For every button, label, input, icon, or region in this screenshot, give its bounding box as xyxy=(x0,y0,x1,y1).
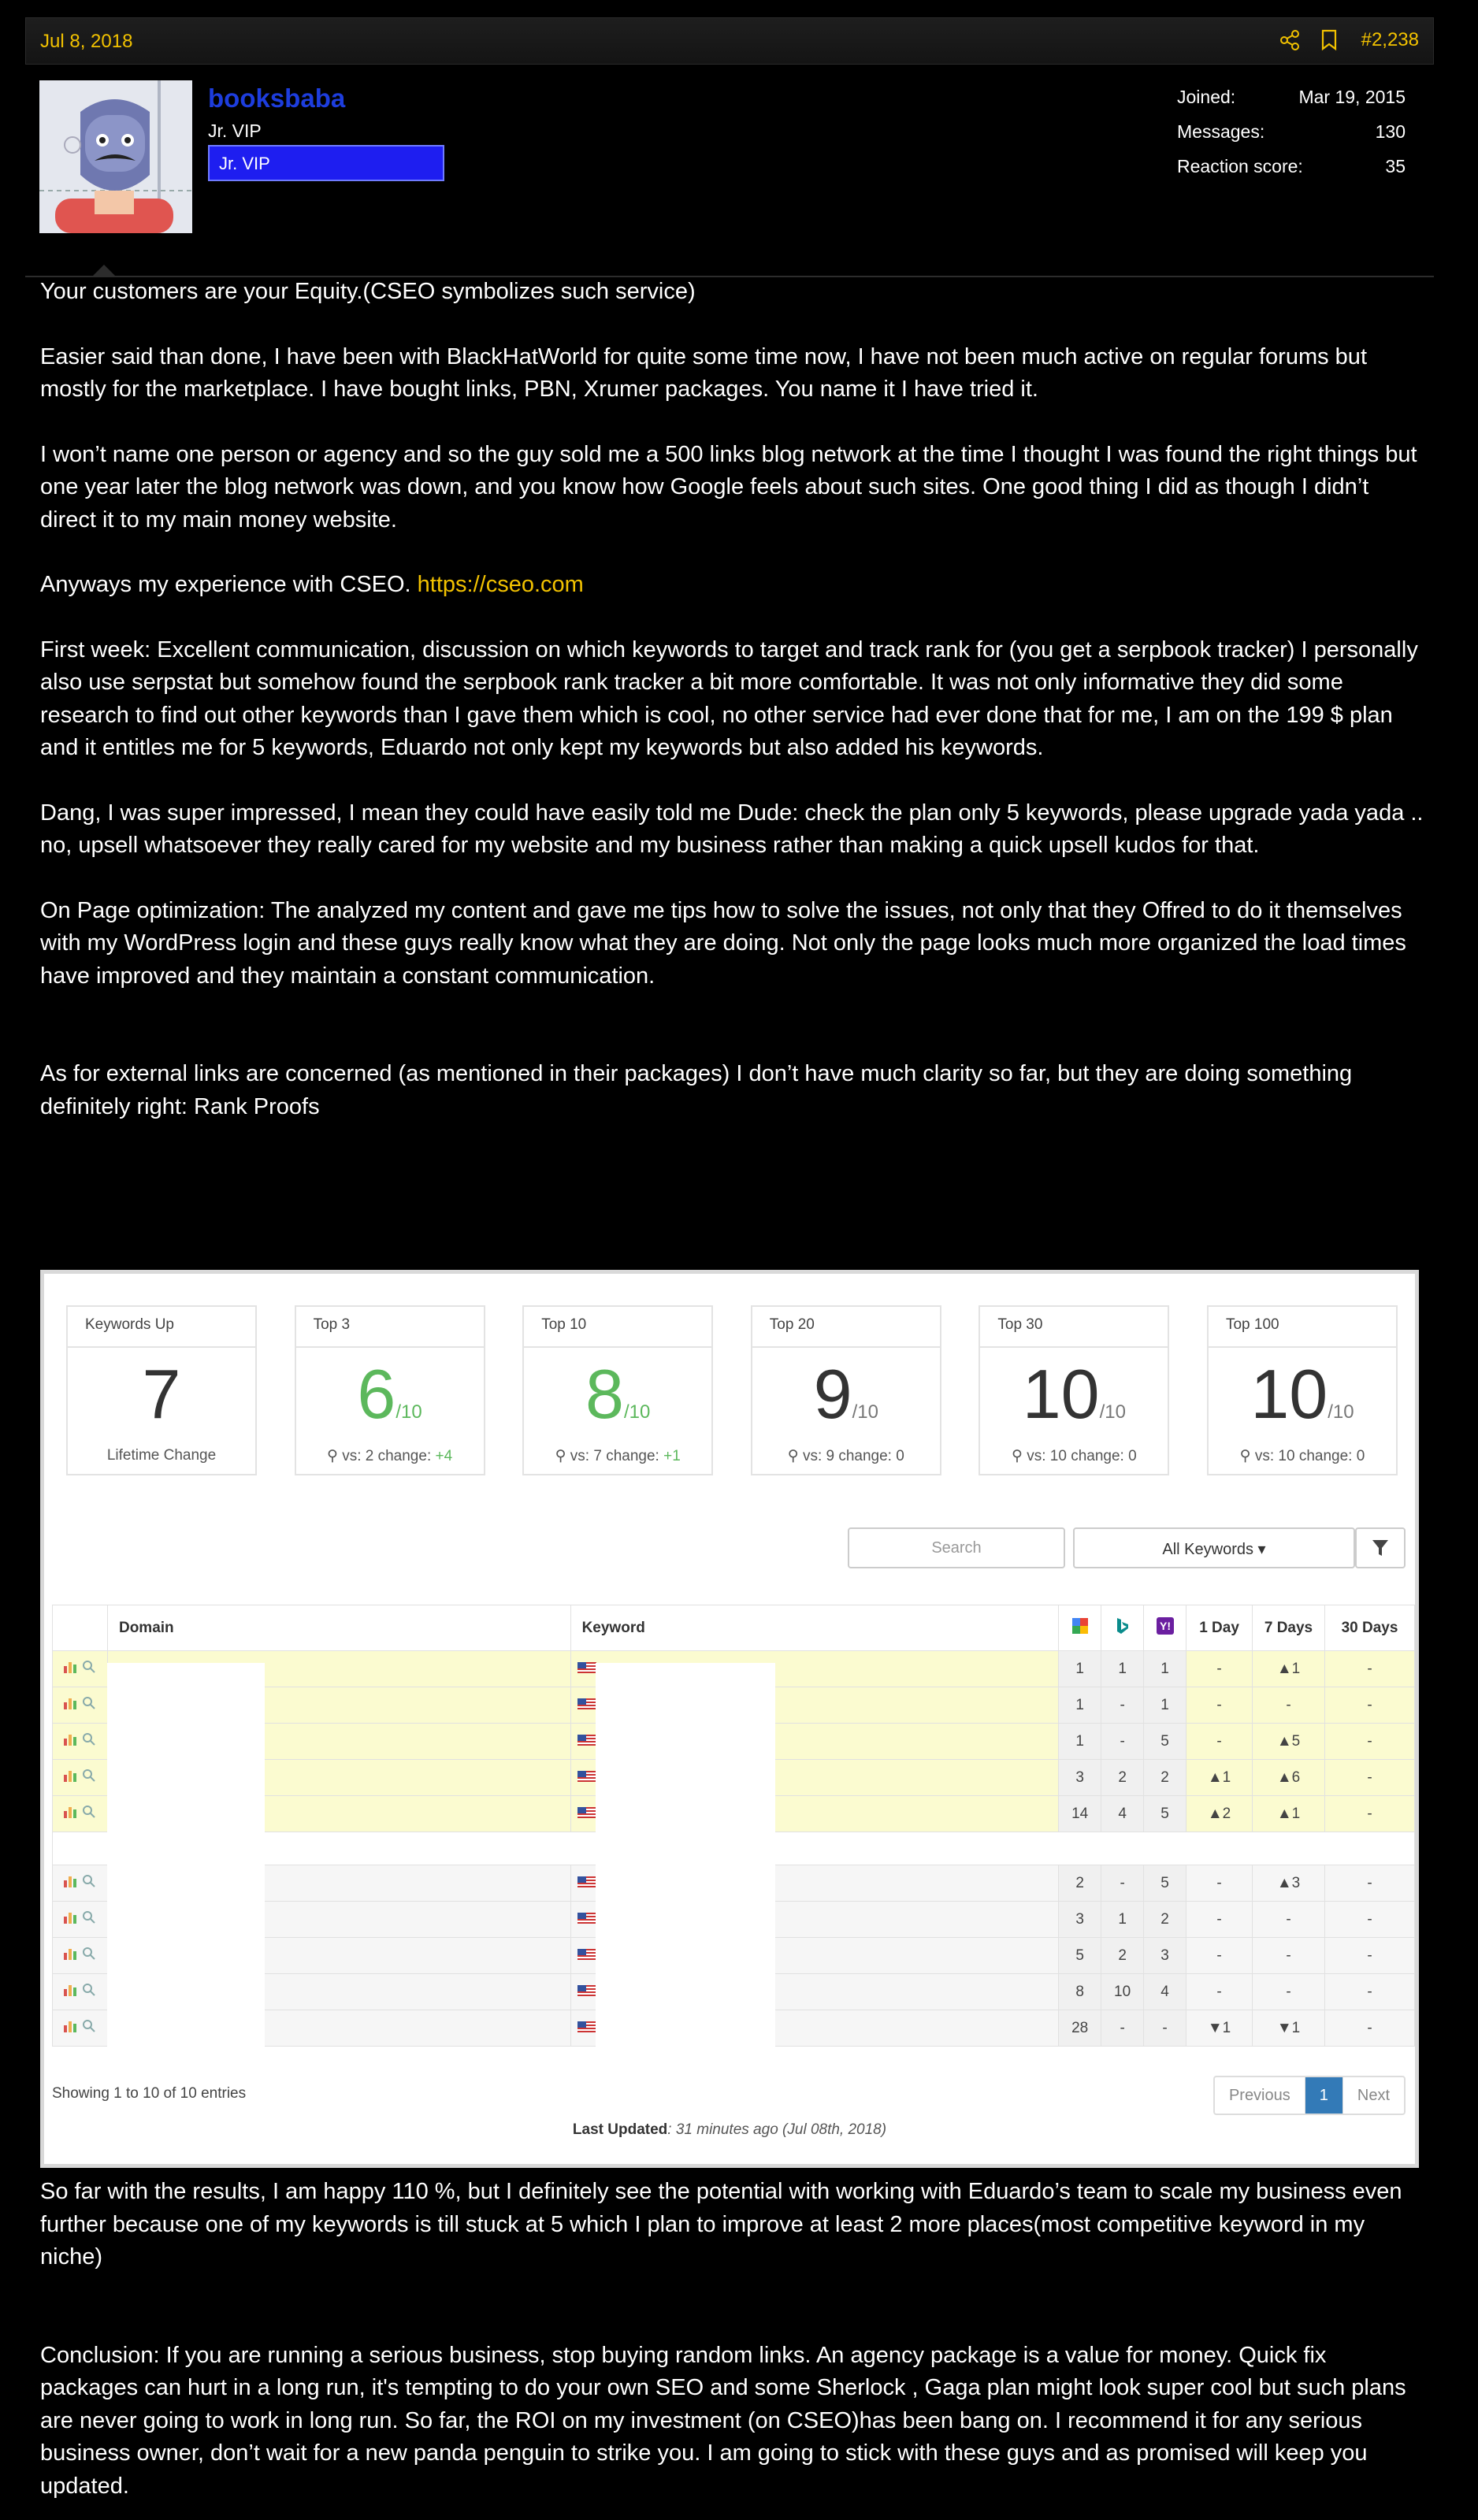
column-keyword[interactable]: Keyword xyxy=(570,1605,1059,1651)
paragraph: As for external links are concerned (as mentioned in their packages) I don’t have much clarity so far, but they are doing something definitely right: Rank Proofs xyxy=(40,1061,1353,1119)
search-icon[interactable] xyxy=(82,2019,96,2033)
search-icon: ⚲ xyxy=(787,1448,803,1464)
google-rank: 1 xyxy=(1059,1651,1101,1687)
bar-chart-icon[interactable] xyxy=(63,1983,79,1997)
bar-chart-icon[interactable] xyxy=(63,1696,79,1710)
yahoo-rank: 5 xyxy=(1144,1724,1186,1760)
stat-card xyxy=(1207,1305,1398,1475)
paragraph: So far with the results, I am happy 110 %, but I definitely see the potential with working with Eduardo’s team to scale my business even further because one of my keywords is till stuck at 5 which I plan to improve at least 2 more places(most competitive keyword in my niche) xyxy=(40,2179,1402,2269)
rank-tracker-screenshot xyxy=(40,1270,1419,2168)
yahoo-rank: 3 xyxy=(1144,1938,1186,1974)
search-input[interactable]: Search xyxy=(848,1527,1065,1568)
bookmark-icon[interactable] xyxy=(1320,29,1341,51)
card-title: Top 30 xyxy=(980,1307,1168,1348)
search-icon[interactable] xyxy=(82,1768,96,1783)
bing-rank: 1 xyxy=(1101,1651,1144,1687)
row-tools xyxy=(53,2010,108,2047)
paragraph: First week: Excellent communication, discussion on which keywords to target and track rank for (you get a serpbook tracker) I personally also use serpstat but somehow found the serpbook rank tracker a bit more comfortable. It was not only informative they did some research to find out other keywords than I gave them which is cool, no other service had ever done that for me, I am on the 199 $ plan and it entitles me for 5 keywords, Eduardo not only kept my keywords but also added his keywords. xyxy=(40,636,1418,760)
bing-rank: 2 xyxy=(1101,1760,1144,1796)
change-30-days: - xyxy=(1324,1865,1414,1902)
yahoo-rank: 5 xyxy=(1144,1865,1186,1902)
change-1-day: - xyxy=(1186,1865,1253,1902)
change-30-days: - xyxy=(1324,1760,1414,1796)
stat-label: Joined: xyxy=(1177,87,1236,107)
stat-value: Mar 19, 2015 xyxy=(1298,87,1406,107)
change-1-day: - xyxy=(1186,1902,1253,1938)
bar-chart-icon[interactable] xyxy=(63,1910,79,1924)
column-yahoo[interactable] xyxy=(1144,1605,1186,1651)
user-block xyxy=(25,65,1434,277)
yahoo-rank: 1 xyxy=(1144,1651,1186,1687)
search-icon[interactable] xyxy=(82,1660,96,1674)
cseo-link[interactable]: https://cseo.com xyxy=(417,572,584,597)
paragraph: Dang, I was super impressed, I mean they could have easily told me Dude: check the plan only 5 keywords, please upgrade yada yada .. no, upsell whatsoever they really cared for my website and my business rather than making a quick upsell kudos for that. xyxy=(40,800,1424,858)
row-tools xyxy=(53,1687,108,1724)
card-title: Top 3 xyxy=(296,1307,484,1348)
user-stats xyxy=(1177,87,1406,191)
column-30-days[interactable]: 30 Days xyxy=(1324,1605,1414,1651)
bar-chart-icon[interactable] xyxy=(63,1732,79,1746)
change-30-days: - xyxy=(1324,1724,1414,1760)
yahoo-rank: 1 xyxy=(1144,1687,1186,1724)
post-number[interactable]: #2,238 xyxy=(1361,29,1419,50)
card-denominator: /10 xyxy=(1099,1401,1126,1423)
card-foot xyxy=(296,1447,484,1465)
bar-chart-icon[interactable] xyxy=(63,1947,79,1961)
bing-rank: - xyxy=(1101,1687,1144,1724)
card-number: 10 xyxy=(1250,1355,1328,1433)
search-icon[interactable] xyxy=(82,1696,96,1710)
card-denominator: /10 xyxy=(623,1401,651,1423)
card-denominator: /10 xyxy=(852,1401,878,1423)
change-1-day: - xyxy=(1186,1687,1253,1724)
bing-rank: - xyxy=(1101,1865,1144,1902)
change-7-days: - xyxy=(1253,1902,1325,1938)
column-1-day[interactable]: 1 Day xyxy=(1186,1605,1253,1651)
last-updated-label: Last Updated xyxy=(572,2121,668,2138)
search-icon[interactable] xyxy=(82,1947,96,1961)
paragraph: I won’t name one person or agency and so the guy sold me a 500 links blog network at the time I thought I was found the right things but one year later the blog network was down, and you know how Google feels about such sites. One good thing I did as though I didn’t direct it to my main money website. xyxy=(40,441,1417,533)
card-value xyxy=(296,1355,484,1448)
svg-text:Y!: Y! xyxy=(1159,1619,1171,1632)
google-rank: 5 xyxy=(1059,1938,1101,1974)
bar-chart-icon[interactable] xyxy=(63,2019,79,2033)
card-change: +1 xyxy=(663,1448,681,1464)
google-rank: 2 xyxy=(1059,1865,1101,1902)
change-7-days: - xyxy=(1253,1974,1325,2010)
previous-page-button[interactable]: Previous xyxy=(1215,2077,1305,2114)
bing-rank: 1 xyxy=(1101,1902,1144,1938)
post-actions xyxy=(1279,29,1419,51)
share-icon[interactable] xyxy=(1279,29,1300,51)
bing-rank: - xyxy=(1101,1724,1144,1760)
next-page-button[interactable]: Next xyxy=(1357,2087,1390,2104)
yahoo-rank: 2 xyxy=(1144,1902,1186,1938)
post-body xyxy=(40,276,1427,1123)
row-tools xyxy=(53,1724,108,1760)
search-icon[interactable] xyxy=(82,1805,96,1819)
avatar[interactable] xyxy=(39,80,192,233)
us-flag-icon xyxy=(577,2021,596,2032)
change-7-days: ▲1 xyxy=(1253,1651,1325,1687)
paragraph: Your customers are your Equity.(CSEO symbolizes such service) xyxy=(40,279,696,304)
card-foot-text: vs: 7 change: xyxy=(570,1448,664,1464)
card-number: 8 xyxy=(585,1355,624,1433)
card-title: Top 20 xyxy=(752,1307,940,1348)
us-flag-icon xyxy=(577,1771,596,1782)
column-bing[interactable] xyxy=(1101,1605,1144,1651)
us-flag-icon xyxy=(577,1735,596,1746)
google-rank: 8 xyxy=(1059,1974,1101,2010)
paragraph: On Page optimization: The analyzed my content and gave me tips how to solve the issues, not only that they Offred to do it themselves with my WordPress login and these guys really know what they are doing. Not only the page looks much more organized the load times have improved and they maintain a constant communication. xyxy=(40,897,1406,989)
change-7-days: ▲3 xyxy=(1253,1865,1325,1902)
bar-chart-icon[interactable] xyxy=(63,1805,79,1819)
card-foot xyxy=(752,1447,940,1465)
paragraph xyxy=(40,569,1427,602)
change-30-days: - xyxy=(1324,1796,1414,1832)
bar-chart-icon[interactable] xyxy=(63,1660,79,1674)
search-icon[interactable] xyxy=(82,1983,96,1997)
card-foot xyxy=(980,1447,1168,1465)
search-icon: ⚲ xyxy=(1012,1448,1027,1464)
change-30-days: - xyxy=(1324,1687,1414,1724)
filter-button[interactable] xyxy=(1355,1527,1406,1568)
card-value xyxy=(752,1355,940,1448)
paragraph: Conclusion: If you are running a serious business, stop buying random links. An agency package is a value for money. Quick fix packages can hurt in a long run, it's tempting to do your own SEO and some Sherlock , Gaga plan might look super cool but such plans are never going to work in long run. So far, the ROI on my investment (on CSEO)has been bang on. I recommend it for any serious business owner, don’t wait for a new panda penguin to strike you. I am going to stick with these guys and as promised will keep you updated. xyxy=(40,2342,1406,2499)
column-tools xyxy=(53,1605,108,1651)
stat-messages xyxy=(1177,121,1406,156)
bar-chart-icon[interactable] xyxy=(63,1874,79,1888)
us-flag-icon xyxy=(577,1698,596,1709)
row-tools xyxy=(53,1938,108,1974)
card-value xyxy=(980,1355,1168,1448)
row-tools xyxy=(53,1796,108,1832)
google-icon xyxy=(1071,1617,1089,1635)
card-change: +4 xyxy=(435,1448,453,1464)
change-30-days: - xyxy=(1324,1651,1414,1687)
bar-chart-icon[interactable] xyxy=(63,1768,79,1783)
last-updated-value: : 31 minutes ago xyxy=(667,2121,778,2138)
stat-cards xyxy=(66,1305,1398,1475)
redacted-domain-block xyxy=(107,1663,265,2047)
change-30-days: - xyxy=(1324,1902,1414,1938)
search-icon[interactable] xyxy=(82,1732,96,1746)
change-30-days: - xyxy=(1324,1938,1414,1974)
entries-info: Showing 1 to 10 of 10 entries xyxy=(52,2085,247,2102)
row-tools xyxy=(53,1974,108,2010)
google-rank: 14 xyxy=(1059,1796,1101,1832)
change-30-days: - xyxy=(1324,2010,1414,2047)
change-1-day: - xyxy=(1186,1974,1253,2010)
change-7-days: - xyxy=(1253,1938,1325,1974)
stat-card xyxy=(66,1305,257,1475)
card-foot xyxy=(524,1447,711,1465)
user-banner: Jr. VIP xyxy=(208,145,444,181)
last-updated-date: (Jul 08th, 2018) xyxy=(782,2121,887,2138)
bing-icon xyxy=(1116,1617,1130,1635)
change-7-days: ▼1 xyxy=(1253,2010,1325,2047)
search-icon: ⚲ xyxy=(555,1448,570,1464)
post-date[interactable]: Jul 8, 2018 xyxy=(40,31,133,52)
card-number: 10 xyxy=(1022,1355,1100,1433)
stat-value: 35 xyxy=(1385,156,1406,176)
paragraph: Easier said than done, I have been with BlackHatWorld for quite some time now, I have not been much active on regular forums but mostly for the marketplace. I have bought links, PBN, Xrumer packages. You name it I have tried it. xyxy=(40,343,1367,402)
stat-card xyxy=(295,1305,485,1475)
us-flag-icon xyxy=(577,1807,596,1818)
change-30-days: - xyxy=(1324,1974,1414,2010)
filter-icon xyxy=(1357,1529,1404,1567)
change-7-days: ▲6 xyxy=(1253,1760,1325,1796)
username[interactable]: booksbaba xyxy=(208,84,346,113)
card-number: 7 xyxy=(142,1355,181,1433)
column-google[interactable] xyxy=(1059,1605,1101,1651)
card-value xyxy=(1209,1355,1396,1448)
stat-label: Reaction score: xyxy=(1177,156,1303,176)
keyword-filter-dropdown[interactable]: All Keywords ▾ xyxy=(1073,1527,1355,1568)
card-value xyxy=(524,1355,711,1448)
change-1-day: - xyxy=(1186,1938,1253,1974)
us-flag-icon xyxy=(577,1949,596,1960)
row-tools xyxy=(53,1760,108,1796)
stat-card xyxy=(751,1305,941,1475)
search-icon: ⚲ xyxy=(1239,1448,1255,1464)
search-icon[interactable] xyxy=(82,1874,96,1888)
pagination xyxy=(1213,2076,1406,2115)
stat-value: 130 xyxy=(1375,121,1406,142)
search-icon: ⚲ xyxy=(327,1448,343,1464)
google-rank: 28 xyxy=(1059,2010,1101,2047)
change-1-day: - xyxy=(1186,1724,1253,1760)
card-foot-text: vs: 10 change: 0 xyxy=(1027,1448,1137,1464)
bing-rank: 2 xyxy=(1101,1938,1144,1974)
change-1-day: ▲2 xyxy=(1186,1796,1253,1832)
stat-joined xyxy=(1177,87,1406,121)
column-domain[interactable]: Domain xyxy=(107,1605,570,1651)
page-1-button[interactable]: 1 xyxy=(1305,2077,1343,2114)
change-1-day: ▲1 xyxy=(1186,1760,1253,1796)
yahoo-rank: 2 xyxy=(1144,1760,1186,1796)
us-flag-icon xyxy=(577,1913,596,1924)
yahoo-rank: 5 xyxy=(1144,1796,1186,1832)
post-body-continued xyxy=(40,2176,1427,2503)
post-header xyxy=(25,17,1434,65)
us-flag-icon xyxy=(577,1876,596,1887)
card-denominator: /10 xyxy=(395,1401,422,1423)
card-foot-text: vs: 2 change: xyxy=(342,1448,436,1464)
paragraph-text: Anyways my experience with CSEO. xyxy=(40,572,418,597)
card-number: 9 xyxy=(813,1355,852,1433)
stat-reaction-score xyxy=(1177,156,1406,191)
change-7-days: ▲1 xyxy=(1253,1796,1325,1832)
card-value xyxy=(68,1355,255,1433)
change-7-days: ▲5 xyxy=(1253,1724,1325,1760)
google-rank: 1 xyxy=(1059,1724,1101,1760)
change-1-day: ▼1 xyxy=(1186,2010,1253,2047)
card-title: Keywords Up xyxy=(68,1307,255,1348)
google-rank: 1 xyxy=(1059,1687,1101,1724)
stat-label: Messages: xyxy=(1177,121,1265,142)
card-denominator: /10 xyxy=(1328,1401,1354,1423)
bing-rank: 10 xyxy=(1101,1974,1144,2010)
change-1-day: - xyxy=(1186,1651,1253,1687)
google-rank: 3 xyxy=(1059,1902,1101,1938)
change-7-days: - xyxy=(1253,1687,1325,1724)
yahoo-rank: - xyxy=(1144,2010,1186,2047)
us-flag-icon xyxy=(577,1985,596,1996)
card-foot xyxy=(1209,1447,1396,1465)
us-flag-icon xyxy=(577,1662,596,1673)
card-title: Top 100 xyxy=(1209,1307,1396,1348)
last-updated xyxy=(44,2121,1415,2139)
card-foot-text: vs: 9 change: 0 xyxy=(802,1448,904,1464)
google-rank: 3 xyxy=(1059,1760,1101,1796)
stat-card xyxy=(979,1305,1169,1475)
yahoo-rank: 4 xyxy=(1144,1974,1186,2010)
row-tools xyxy=(53,1865,108,1902)
column-7-days[interactable]: 7 Days xyxy=(1253,1605,1325,1651)
redacted-keyword-block xyxy=(596,1663,775,2047)
bing-rank: 4 xyxy=(1101,1796,1144,1832)
card-title: Top 10 xyxy=(524,1307,711,1348)
table-header-row xyxy=(53,1605,1415,1651)
search-icon[interactable] xyxy=(82,1910,96,1924)
bing-rank: - xyxy=(1101,2010,1144,2047)
row-tools xyxy=(53,1902,108,1938)
stat-card xyxy=(522,1305,713,1475)
card-foot-text: vs: 10 change: 0 xyxy=(1254,1448,1365,1464)
card-number: 6 xyxy=(357,1355,396,1433)
card-foot: Lifetime Change xyxy=(106,1447,217,1464)
yahoo-icon xyxy=(1157,1617,1174,1635)
user-title: Jr. VIP xyxy=(208,121,262,141)
row-tools xyxy=(53,1651,108,1687)
